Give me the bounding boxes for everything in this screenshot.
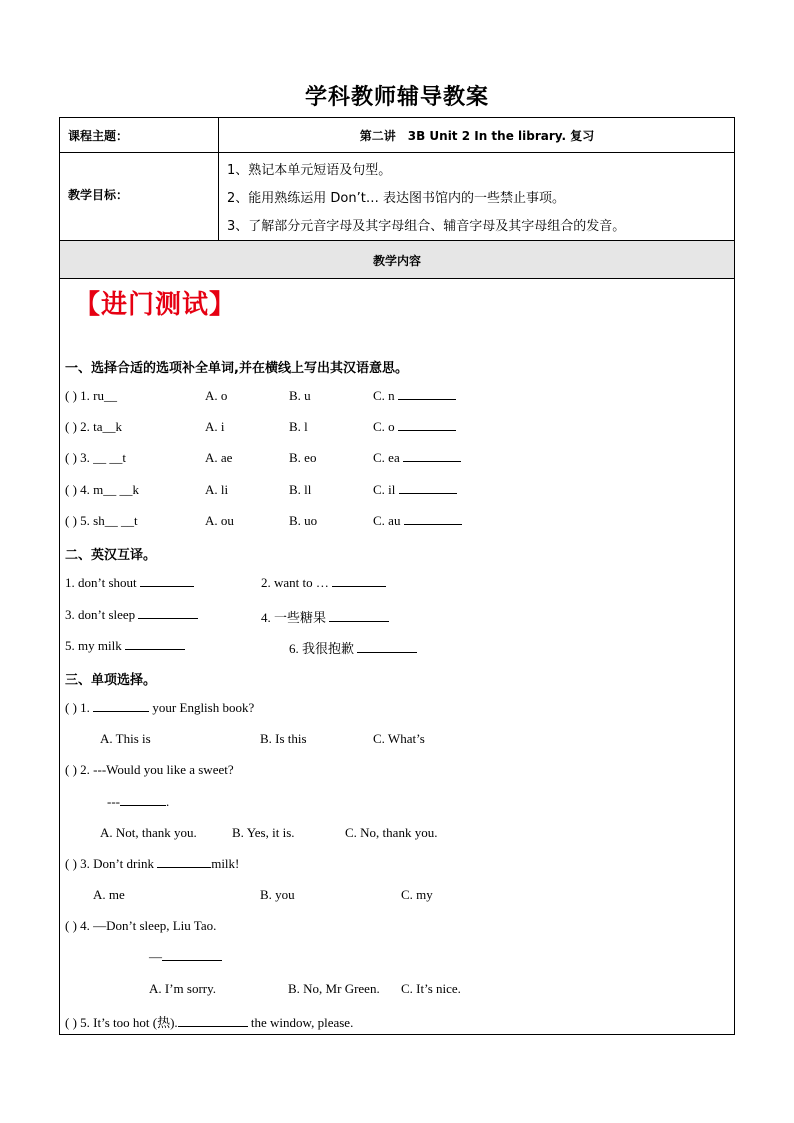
- question-stem: ( ) 1.: [65, 700, 90, 715]
- section-heading: 三、单项选择。: [65, 673, 157, 688]
- option-b: B. eo: [289, 450, 317, 465]
- question-number: ( ) 3. __ __t: [65, 450, 127, 465]
- answer-blank: [329, 610, 389, 622]
- question-number: ( ) 4. m__ __k: [65, 482, 140, 497]
- option-a: A. o: [205, 388, 228, 403]
- option-c: [373, 388, 456, 404]
- dialogue-reply: [149, 949, 222, 965]
- entry-test-banner: 【进门测试】: [74, 290, 237, 320]
- option-c: C. my: [401, 887, 433, 902]
- option-b: B. No, Mr Green.: [288, 981, 380, 996]
- answer-blank: [357, 641, 417, 653]
- translation-item: [65, 575, 194, 591]
- question-stem-end: milk!: [211, 856, 240, 871]
- option-b: B. l: [289, 419, 308, 434]
- option-c-text: C. ea: [373, 450, 400, 465]
- option-c: C. No, thank you.: [345, 825, 438, 840]
- choice-question: [65, 700, 254, 716]
- goal-item: 2、能用熟练运用 Don’t… 表达图书馆内的一些禁止事项。: [227, 191, 565, 206]
- answer-blank: [404, 513, 462, 525]
- choice-question: ( ) 4. —Don’t sleep, Liu Tao.: [65, 918, 217, 933]
- answer-blank: [398, 419, 456, 431]
- question-stem: ( ) 5. It’s too hot (热).: [65, 1015, 178, 1030]
- goal-label: 教学目标：: [68, 188, 129, 202]
- option-b: B. you: [260, 887, 295, 902]
- answer-blank: [332, 575, 386, 587]
- reply-prefix: ---: [107, 794, 120, 809]
- option-c: C. It’s nice.: [401, 981, 461, 996]
- option-c: [373, 513, 462, 529]
- option-c: C. What’s: [373, 731, 425, 746]
- answer-blank: [125, 638, 185, 650]
- option-a: A. This is: [100, 731, 151, 746]
- reply-prefix: —: [149, 949, 162, 964]
- answer-blank: [178, 1015, 248, 1027]
- choice-question: [65, 1012, 353, 1031]
- answer-blank: [403, 450, 461, 462]
- option-c-text: C. au: [373, 513, 401, 528]
- answer-blank: [93, 700, 149, 712]
- translation-item: [289, 638, 417, 657]
- answer-blank: [120, 794, 166, 806]
- option-c-text: C. n: [373, 388, 395, 403]
- page-title: 学科教师辅导教案: [304, 85, 489, 110]
- dialogue-reply: --- .: [107, 794, 170, 809]
- option-a: A. me: [93, 887, 125, 902]
- choice-question: ( ) 2. ---Would you like a sweet?: [65, 762, 234, 777]
- option-a: A. I’m sorry.: [149, 981, 217, 996]
- translation-item: [65, 638, 185, 654]
- option-a: A. ae: [205, 450, 233, 465]
- topic-label: 课程主题：: [68, 129, 129, 143]
- goal-item: 3、了解部分元音字母及其字母组合、辅音字母及其字母组合的发音。: [227, 219, 626, 234]
- translation-text: 3. don’t sleep: [65, 607, 136, 622]
- option-a: A. Not, thank you.: [100, 825, 197, 840]
- translation-text: 2. want to …: [261, 575, 329, 590]
- option-c-text: C. o: [373, 419, 395, 434]
- lesson-plan-table: [59, 117, 735, 1035]
- option-b: B. Yes, it is.: [232, 825, 295, 840]
- question-number: ( ) 5. sh__ __t: [65, 513, 138, 528]
- answer-blank: [398, 388, 456, 400]
- section-heading: 一、选择合适的选项补全单词,并在横线上写出其汉语意思。: [65, 361, 408, 376]
- translation-text: 1. don’t shout: [65, 575, 137, 590]
- question-stem-end: your English book?: [152, 700, 255, 715]
- row-divider: [60, 152, 734, 153]
- question-stem-end: the window, please.: [250, 1015, 354, 1030]
- question-stem: ( ) 3. Don’t drink: [65, 856, 154, 871]
- option-c: [373, 450, 461, 466]
- option-b: B. Is this: [260, 731, 307, 746]
- option-c: [373, 419, 456, 435]
- option-a: A. i: [205, 419, 225, 434]
- option-b: B. ll: [289, 482, 312, 497]
- translation-text: 6. 我很抱歉: [289, 641, 355, 656]
- option-a: A. li: [205, 482, 229, 497]
- answer-blank: [140, 575, 194, 587]
- translation-text: 4. 一些糖果: [261, 610, 327, 625]
- goal-item: 1、熟记本单元短语及句型。: [227, 163, 392, 178]
- translation-item: [65, 607, 198, 623]
- option-a: A. ou: [205, 513, 234, 528]
- answer-blank: [157, 856, 211, 868]
- option-c-text: C. il: [373, 482, 396, 497]
- row-divider: [60, 278, 734, 279]
- option-b: B. u: [289, 388, 311, 403]
- answer-blank: [138, 607, 198, 619]
- answer-blank: [162, 949, 222, 961]
- section-heading: 二、英汉互译。: [65, 548, 157, 563]
- option-c: [373, 482, 457, 498]
- answer-blank: [399, 482, 457, 494]
- question-number: ( ) 1. ru__: [65, 388, 117, 403]
- translation-item: [261, 607, 389, 626]
- translation-text: 5. my milk: [65, 638, 122, 653]
- question-number: ( ) 2. ta__k: [65, 419, 123, 434]
- choice-question: [65, 856, 239, 872]
- translation-item: [261, 575, 386, 591]
- topic-value: 第二讲 3B Unit 2 In the library. 复习: [359, 129, 595, 143]
- option-b: B. uo: [289, 513, 318, 528]
- content-label: 教学内容: [372, 254, 421, 268]
